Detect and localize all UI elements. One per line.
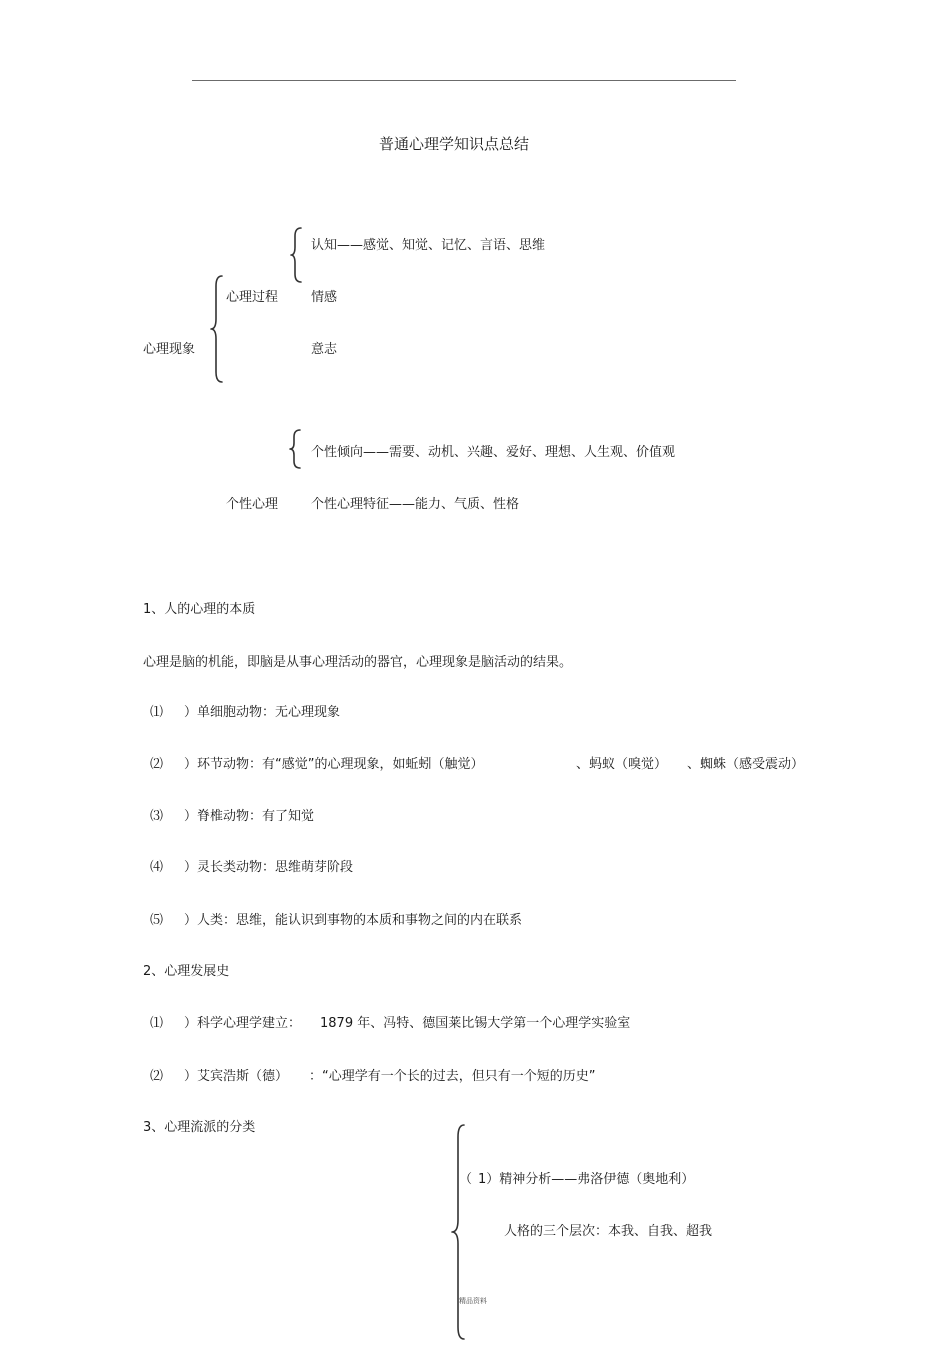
brace-process [210,274,224,384]
list-item-text: ）科学心理学建立： [184,1016,302,1031]
footer-note: 精品资料 [459,1297,487,1305]
header-rule [192,80,736,81]
brace-cognition [290,226,304,284]
school-item-open-paren: （ [459,1172,473,1187]
list-item-text-part2: 1879 年、冯特、德国莱比锡大学第一个心理学实验室 [320,1016,631,1031]
school-item-psychoanalysis: 1）精神分析——弗洛伊德（奥地利） [478,1172,695,1187]
tree-root: 心理现象 [143,342,196,357]
list-number: ⑷ [150,860,164,875]
list-number: ⑶ [150,809,164,824]
tree-process-label: 心理过程 [226,290,279,305]
list-item-text: ）单细胞动物：无心理现象 [184,705,341,720]
brace-schools [451,1123,467,1341]
section1-heading: 1、人的心理的本质 [143,602,256,617]
section2-heading: 2、心理发展史 [143,964,230,979]
school-item-subtext: 人格的三个层次：本我、自我、超我 [504,1224,713,1239]
list-number: ⑵ [150,1069,164,1084]
brace-personality [289,428,303,470]
list-number: ⑴ [150,705,164,720]
tree-personality-label: 个性心理 [226,497,279,512]
list-item-text: ）人类：思维，能认识到事物的本质和事物之间的内在联系 [184,913,523,928]
tree-tendency: 个性倾向——需要、动机、兴趣、爱好、理想、人生观、价值观 [311,445,676,460]
tree-cognition: 认知——感觉、知觉、记忆、言语、思维 [311,238,546,253]
list-item-text: ）艾宾浩斯（德） [184,1069,289,1084]
document-title: 普通心理学知识点总结 [379,135,530,153]
section3-heading: 3、心理流派的分类 [143,1120,256,1135]
list-number: ⑵ [150,757,164,772]
list-number: ⑸ [150,913,164,928]
list-item-text-part2: 、蚂蚁（嗅觉） [576,757,668,772]
tree-will: 意志 [311,342,338,357]
section1-intro: 心理是脑的机能，即脑是从事心理活动的器官，心理现象是脑活动的结果。 [143,655,573,670]
list-number: ⑴ [150,1016,164,1031]
tree-traits: 个性心理特征——能力、气质、性格 [311,497,520,512]
list-item-text-part3: 、蜘蛛（感受震动） [687,757,805,772]
list-item-text: ）环节动物：有“感觉”的心理现象，如蚯蚓（触觉） [184,757,484,772]
list-item-text-part2: ：“心理学有一个长的过去，但只有一个短的历史” [309,1069,596,1084]
list-item-text: ）脊椎动物：有了知觉 [184,809,315,824]
list-item-text: ）灵长类动物：思维萌芽阶段 [184,860,354,875]
tree-emotion: 情感 [311,290,338,305]
